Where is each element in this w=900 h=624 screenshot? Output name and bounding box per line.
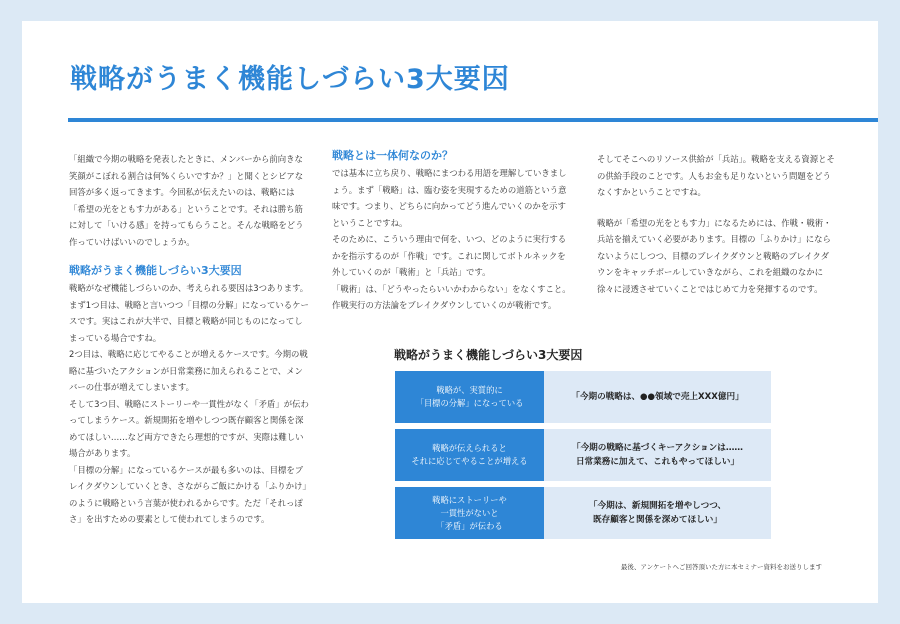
diagram-example-cell: [544, 487, 771, 539]
column-left: [69, 151, 309, 528]
intro-paragraph: 「組織で今期の戦略を発表したときに、メンバーから前向きな笑顔がこぼれる割合は何%くらいですか？」と聞くとシビアな回答が多く返ってきます。今回私が伝えたいのは、戦略には「希望の光をともす力がある」ということです。それは勝ち筋に対して「いける感」を持ってもらうこと。そんな戦略をどう作っていけばいいのでしょうか。: [69, 154, 304, 247]
page-title: 戦略がうまく機能しづらい3大要因: [70, 64, 510, 95]
diagram-row: [395, 487, 771, 539]
factors-diagram: [395, 371, 771, 545]
paragraph: では基本に立ち戻り、戦略にまつわる用語を理解していきましょう。まず「戦略」は、臨む姿を実現するための道筋という意味です。つまり、どちらに向かってどう進んでいくのかを示すということですね。: [332, 168, 567, 228]
footer-note: 最後、アンケートへご回答頂いた方に本セミナー資料をお送りします: [620, 563, 822, 571]
paragraph: まず1つ目は、戦略と言いつつ「目標の分解」になっているケースです。実はこれが大半で、目標と戦略が同じものになってしまっている場合ですね。: [69, 299, 309, 343]
column-right: [597, 151, 837, 297]
paragraph-gap: [597, 201, 837, 215]
diagram-example-cell: [544, 371, 771, 423]
diagram-row: [395, 371, 771, 423]
section-heading-factors: 戦略がうまく機能しづらい3大要因: [69, 264, 242, 277]
diagram-title: 戦略がうまく機能しづらい3大要因: [394, 348, 583, 362]
paragraph: そしてそこへのリソース供給が「兵站」。戦略を支える資源とその供給手段のことです。人もお金も足りないという問題をどうなくすかということですね。: [597, 154, 835, 197]
paragraph: そして3つ目、戦略にストーリーや一貫性がなく「矛盾」が伝わってしまうケース。新規開拓を増やしつつ既存顧客と関係を深めてほしい……など両方できたら理想的ですが、実際は難しい場合があります。: [69, 398, 309, 458]
paragraph: 2つ目は、戦略に応じてやることが増えるケースです。今期の戦略に基づいたアクションが日常業務に加えられることで、メンバーの仕事が増えてしまいます。: [69, 349, 308, 392]
paragraph: そのために、こういう理由で何を、いつ、どのように実行するかを指示するのが「作戦」です。これに関してボトルネックを外していくのが「戦術」と「兵站」です。: [332, 234, 567, 277]
paragraph: 「戦術」は、「どうやったらいいかわからない」をなくすこと。作戦実行の方法論をブレイクダウンしていくのが戦術です。: [332, 283, 571, 310]
diagram-example-text: 「今期は、新規開拓を増やしつつ、 既存顧客と関係を深めてほしい」: [588, 501, 727, 525]
diagram-cause-cell: [395, 487, 544, 539]
diagram-example-text: 「今期の戦略に基づくキーアクションは…… 日常業務に加えて、これもやってほしい」: [571, 443, 744, 467]
diagram-cause-cell: [395, 371, 544, 423]
paragraph: 戦略がなぜ機能しづらいのか、考えられる要因は3つあります。: [69, 283, 309, 293]
diagram-example-cell: [544, 429, 771, 481]
document-page: [22, 21, 878, 603]
paragraph: 戦略が「希望の光をともす力」になるためには、作戦・戦術・兵站を揃えていく必要があります。目標の「ふりかけ」にならないようにしつつ、目標のブレイクダウンと戦略のブレイクダウンをキャッチボールしていきながら、これを組織のなかに徐々に浸透させていくことではじめて力を発揮するのです。: [597, 217, 832, 294]
paragraph: 「目標の分解」になっているケースが最も多いのは、目標をブレイクダウンしていくとき、さながらご飯にかける「ふりかけ」のように戦略という言葉が使われるからです。ただ「それっぽさ」を出すための要素として使われてしまうのです。: [69, 464, 307, 524]
diagram-cause-text: 戦略にストーリーや 一貫性がないと 「矛盾」が伝わる: [432, 494, 507, 531]
column-middle: [332, 147, 572, 314]
title-underline: [68, 118, 878, 122]
diagram-row: [395, 429, 771, 481]
section-heading-what-is-strategy: 戦略とは一体何なのか？: [332, 149, 453, 162]
diagram-cause-cell: [395, 429, 544, 481]
diagram-example-text: 「今期の戦略は、●●領域で売上XXX億円」: [571, 392, 744, 402]
diagram-cause-text: 戦略が伝えられると それに応じてやることが増える: [411, 443, 528, 466]
diagram-cause-text: 戦略が、実質的に 「目標の分解」になっている: [415, 385, 524, 408]
